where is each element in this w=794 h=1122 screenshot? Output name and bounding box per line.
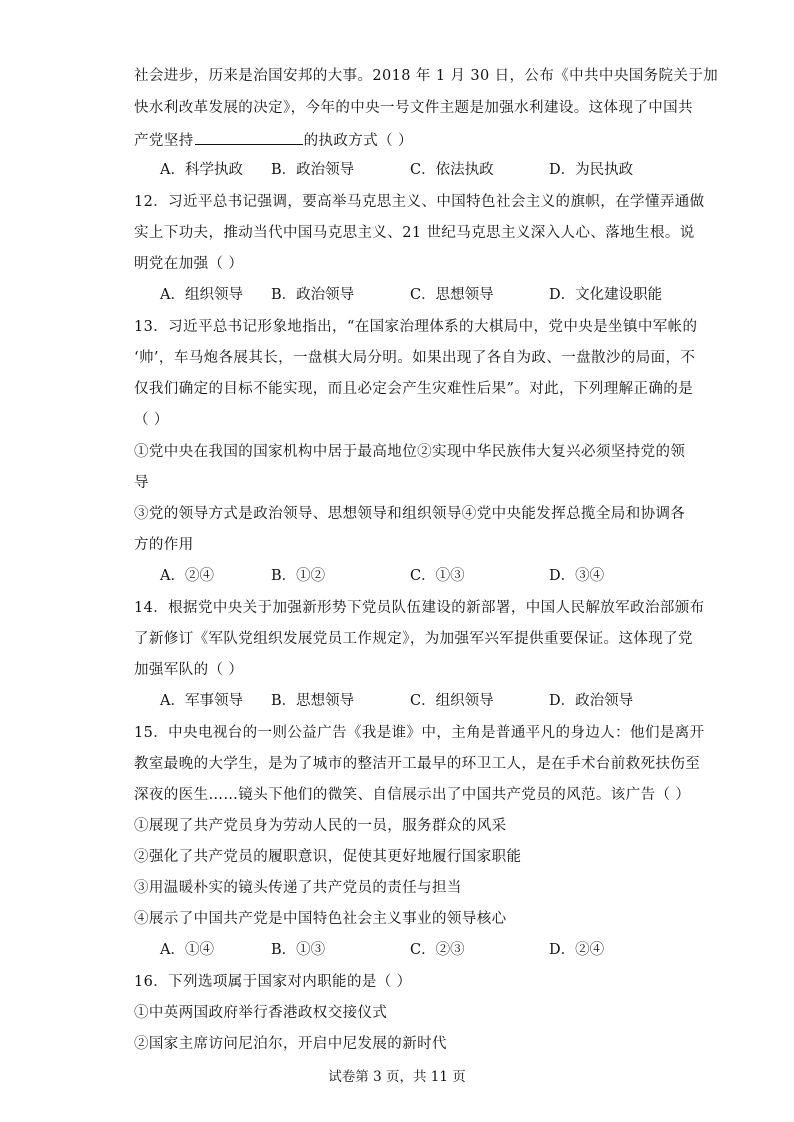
q15-stem-line2: 教室最晚的大学生，是为了城市的整洁开工最早的环卫工人，是在手术台前救死扶伤至 xyxy=(134,756,701,772)
q16-item-1: ①中英两国政府举行香港政权交接仪式 xyxy=(134,1005,388,1021)
page-footer: 试卷第 3 页，共 11 页 xyxy=(328,1069,466,1085)
q15-stem-line1: 15．中央电视台的一则公益广告《我是谁》中，主角是普通平凡的身边人：他们是离开 xyxy=(134,725,705,741)
q11-stem-line1: 社会进步，历来是治国安邦的大事。2018 年 1 月 30 日，公布《中共中央国务院关于加 xyxy=(134,68,719,84)
q11-stem-line2: 快水利改革发展的决定》，今年的中央一号文件主题是加强水利建设。这体现了中国共 xyxy=(134,100,693,116)
q12-stem-line3: 明党在加强（ ） xyxy=(134,256,244,272)
q12-option-c[interactable]: C．思想领导 xyxy=(410,287,494,303)
q14-stem-line2: 了新修订《军队党组织发展党员工作规定》，为加强军兴军提供重要保证。这体现了党 xyxy=(134,631,693,647)
q12-option-a[interactable]: A．组织领导 xyxy=(160,287,243,303)
q13-item-line3: ③党的领导方式是政治领导、思想领导和组织领导④党中央能发挥总揽全局和协调各 xyxy=(134,506,686,522)
q11-option-c[interactable]: C．依法执政 xyxy=(410,162,494,178)
q13-option-a[interactable]: A．②④ xyxy=(160,568,214,584)
q15-item-4: ④展示了中国共产党是中国特色社会主义事业的领导核心 xyxy=(134,911,507,927)
q13-item-line4: 方的作用 xyxy=(134,537,194,553)
q15-item-2: ②强化了共产党员的履职意识，促使其更好地履行国家职能 xyxy=(134,849,522,865)
q11-options xyxy=(160,160,680,180)
q16-item-2: ②国家主席访问尼泊尔，开启中尼发展的新时代 xyxy=(134,1036,447,1052)
q12-option-b[interactable]: B．政治领导 xyxy=(271,287,355,303)
q13-option-d[interactable]: D．③④ xyxy=(549,568,605,584)
q13-stem-line2: ‘帅’，车马炮各展其长，一盘棋大局分明。如果出现了各自为政、一盘散沙的局面，不 xyxy=(134,350,696,366)
q13-stem-line4: （ ） xyxy=(134,412,169,428)
q11-option-b[interactable]: B．政治领导 xyxy=(271,162,355,178)
q13-option-c[interactable]: C．①③ xyxy=(410,568,465,584)
q12-option-d[interactable]: D．文化建设职能 xyxy=(549,287,663,303)
q13-stem-line1: 13．习近平总书记形象地指出，“在国家治理体系的大棋局中，党中央是坐镇中军帐的 xyxy=(134,319,698,335)
q15-item-1: ①展现了共产党员身为劳动人民的一员，服务群众的风采 xyxy=(134,818,507,834)
q12-options xyxy=(160,285,680,305)
q13-item-line1: ①党中央在我国的国家机构中居于最高地位②实现中华民族伟大复兴必须坚持党的领 xyxy=(134,444,686,460)
q16-stem-line1: 16．下列选项属于国家对内职能的是（ ） xyxy=(134,974,412,990)
q12-stem-line1: 12．习近平总书记强调，要高举马克思主义、中国特色社会主义的旗帜，在学懂弄通做 xyxy=(134,194,705,210)
q15-stem-line3: 深夜的医生……镜头下他们的微笑、自信展示出了中国共产党员的风范。该广告（ ） xyxy=(134,787,691,803)
q13-options xyxy=(160,566,680,586)
q13-item-line2: 导 xyxy=(134,475,149,491)
q14-options xyxy=(160,691,680,711)
q14-stem-line1: 14．根据党中央关于加强新形势下党员队伍建设的新部署，中国人民解放军政治部颁布 xyxy=(134,600,705,616)
q14-option-c[interactable]: C．组织领导 xyxy=(410,693,494,709)
q12-stem-line2: 实上下功夫，推动当代中国马克思主义、21 世纪马克思主义深入人心、落地生根。说 xyxy=(134,225,695,241)
q14-option-d[interactable]: D．政治领导 xyxy=(549,693,634,709)
answer-blank xyxy=(195,130,303,145)
q14-stem-line3: 加强军队的（ ） xyxy=(134,662,244,678)
q11-option-d[interactable]: D．为民执政 xyxy=(549,162,634,178)
q13-option-b[interactable]: B．①② xyxy=(271,568,326,584)
q11-stem-line3 xyxy=(134,130,674,151)
q14-option-b[interactable]: B．思想领导 xyxy=(271,693,355,709)
q13-stem-line3: 仅我们确定的目标不能实现，而且必定会产生灾难性后果”。对此，下列理解正确的是 xyxy=(134,381,694,397)
q15-options xyxy=(160,940,680,960)
q15-option-d[interactable]: D．②④ xyxy=(549,942,605,958)
q15-item-3: ③用温暖朴实的镜头传递了共产党员的责任与担当 xyxy=(134,880,462,896)
q15-option-c[interactable]: C．②③ xyxy=(410,942,465,958)
q11-stem-post: 的执政方式（ ） xyxy=(303,133,413,149)
q11-option-a[interactable]: A．科学执政 xyxy=(160,162,243,178)
q11-stem-pre: 产党坚持 xyxy=(134,133,194,149)
q15-option-a[interactable]: A．①④ xyxy=(160,942,214,958)
q15-option-b[interactable]: B．①③ xyxy=(271,942,326,958)
q14-option-a[interactable]: A．军事领导 xyxy=(160,693,243,709)
